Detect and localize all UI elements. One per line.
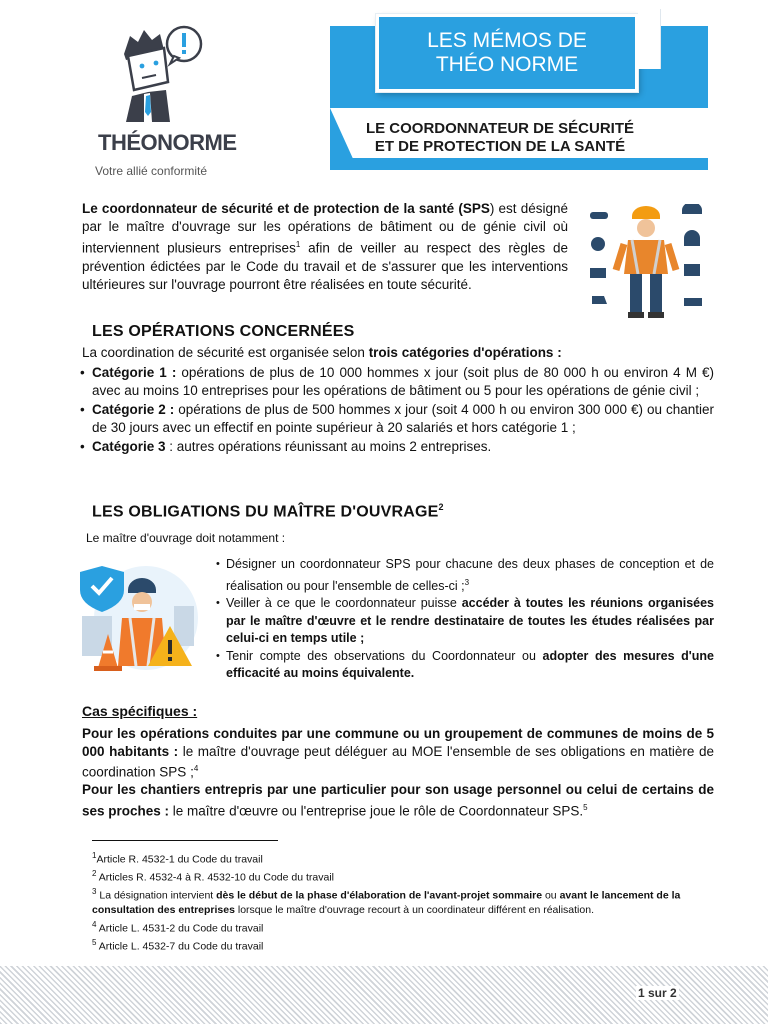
footnote-divider bbox=[92, 840, 278, 841]
obligation-bold: adopter des mesures d'une efficacité au moins équivalente. bbox=[226, 648, 714, 681]
memo-line-1: LES MÉMOS DE bbox=[427, 29, 587, 52]
obligation-bold: accéder à toutes les réunions organisées par le maître d'œuvre et le rendre destinataire de toutes les études réalisées par celui-ci en temps utile ; bbox=[226, 596, 715, 646]
footnote-text: Articles R. 4532-4 à R. 4532-10 du Code du travail bbox=[96, 871, 335, 884]
intro-text-rest: afin de veiller au respect des règles de prévention édictées par le Code du travail et de s'assurer que les interventions ultérieures sur l'ouvrage pourront être réalisées en toute sécurité. bbox=[82, 240, 568, 292]
paper-tab bbox=[638, 9, 661, 69]
obligations-list bbox=[216, 556, 714, 683]
footnote-number: 2 bbox=[92, 869, 97, 878]
title-line-2: ET DE PROTECTION DE LA SANTÉ bbox=[374, 138, 626, 155]
intro-bold-lead: Le coordonnateur de sécurité et de protection de la santé (SPS bbox=[82, 201, 490, 216]
list-item bbox=[80, 364, 714, 400]
specific-case-bold: Pour les opérations conduites par une commune ou un groupement de communes de moins de 5 000 habitants : bbox=[82, 726, 714, 759]
section-title-obligations bbox=[92, 502, 444, 521]
category-text: opérations de plus de 500 hommes x jour (soit 4 000 h ou environ 300 000 €) ou chantier de 30 jours avec un effectif en pointe supérieur à 20 salariés et hors catégorie 1 ; bbox=[92, 402, 714, 435]
list-item bbox=[216, 595, 714, 648]
footnote-4 bbox=[92, 918, 714, 936]
specific-case-paragraph bbox=[82, 781, 714, 820]
memo-label-box bbox=[376, 14, 638, 92]
intro-text: ) est désigné par le maître d'ouvrage sur les opérations de bâtiment ou de génie civil où interviennent plusieurs entreprises bbox=[82, 201, 569, 256]
title-line-1: LE COORDONNATEUR DE SÉCURITÉ bbox=[365, 120, 635, 137]
specific-cases-body bbox=[82, 725, 714, 820]
list-item bbox=[80, 438, 714, 456]
obligation-text: Désigner un coordonnateur SPS pour chacune des deux phases de conception et de réalisation ou pour l'ensemble de celles-ci ; bbox=[226, 557, 714, 593]
specific-cases-title: Cas spécifiques : bbox=[82, 703, 198, 719]
brand-name: THÉONORME bbox=[98, 130, 237, 155]
category-label: Catégorie 2 : bbox=[92, 402, 175, 417]
footnote-text: La désignation intervient bbox=[96, 889, 217, 902]
category-list bbox=[80, 364, 714, 457]
section-title-operations: LES OPÉRATIONS CONCERNÉES bbox=[92, 323, 355, 340]
obligation-text: Veiller à ce que le coordonnateur puisse bbox=[226, 596, 462, 611]
construction-safety-illustration-icon bbox=[78, 556, 200, 676]
footnote-text: Article L. 4532-7 du Code du travail bbox=[96, 940, 264, 952]
category-text: : autres opérations réunissant au moins 2 entreprises. bbox=[165, 439, 492, 454]
operations-intro bbox=[82, 345, 562, 360]
page-number: 1 sur 2 bbox=[638, 986, 677, 1000]
obligations-title-text: LES OBLIGATIONS DU MAÎTRE D'OUVRAGE bbox=[92, 503, 439, 521]
footnote-2 bbox=[92, 867, 714, 885]
footnote-3 bbox=[92, 885, 714, 918]
footnote-number: 4 bbox=[92, 919, 97, 929]
footnote-ref: 1 bbox=[295, 240, 301, 249]
footnote-1 bbox=[92, 849, 714, 867]
footnote-text: Article R. 4532-1 du Code du travail bbox=[96, 853, 263, 866]
footnote-text: Article L. 4531-2 du Code du travail bbox=[96, 922, 264, 934]
brand-tagline: Votre allié conformité bbox=[95, 164, 208, 178]
footnote-number: 3 bbox=[92, 887, 97, 896]
obligation-text: Tenir compte des observations du Coordonnateur ou bbox=[226, 648, 543, 663]
footnote-text: lorsque le maître d'ouvrage recourt à un coordinateur différent en réalisation. bbox=[234, 904, 594, 916]
category-label: Catégorie 3 bbox=[92, 439, 166, 454]
footnote-ref: 3 bbox=[464, 577, 470, 587]
intro-paragraph bbox=[82, 200, 568, 294]
list-item bbox=[80, 401, 714, 437]
safety-worker-illustration-icon bbox=[584, 204, 708, 324]
list-item bbox=[216, 556, 714, 595]
operations-intro-bold: trois catégories d'opérations : bbox=[368, 345, 562, 360]
footnote-bold: dès le début de la phase d'élaboration de l'avant-projet sommaire bbox=[216, 889, 543, 902]
footnote-number: 1 bbox=[92, 851, 97, 860]
footnote-5 bbox=[92, 936, 714, 954]
footnote-bold: avant le lancement de la consultation des entreprises bbox=[92, 889, 681, 916]
footnote-ref: 2 bbox=[438, 502, 444, 512]
operations-intro-text: La coordination de sécurité est organisée selon bbox=[82, 345, 369, 360]
list-item bbox=[216, 648, 714, 683]
specific-case-text: le maître d'ouvrage peut déléguer au MOE l'ensemble de ses obligations en matière de coordination SPS ; bbox=[82, 743, 714, 780]
document-title bbox=[300, 120, 700, 156]
category-text: opérations de plus de 10 000 hommes x jour (soit plus de 80 000 h ou environ 4 M €) avec au moins 10 entreprises pour les opérations de bâtiment ou 5 pour les opérations de génie civil ; bbox=[92, 365, 714, 398]
footnote-number: 5 bbox=[92, 937, 97, 947]
footnote-ref: 5 bbox=[583, 802, 588, 812]
footnote-text: ou bbox=[542, 889, 560, 902]
specific-case-text: le maître d'œuvre ou l'entreprise joue le rôle de Coordonnateur SPS. bbox=[169, 803, 584, 818]
footnotes bbox=[92, 849, 714, 954]
footnote-ref: 4 bbox=[193, 764, 199, 773]
specific-case-bold: Pour les chantiers entrepris par une particulier pour son usage personnel ou celui de certains de ses proches : bbox=[82, 782, 714, 818]
category-label: Catégorie 1 : bbox=[92, 365, 177, 380]
memo-line-2: THÉO NORME bbox=[435, 53, 579, 76]
specific-case-paragraph bbox=[82, 725, 714, 781]
mascot-logo-icon bbox=[104, 20, 214, 122]
obligations-intro: Le maître d'ouvrage doit notamment : bbox=[86, 531, 286, 545]
